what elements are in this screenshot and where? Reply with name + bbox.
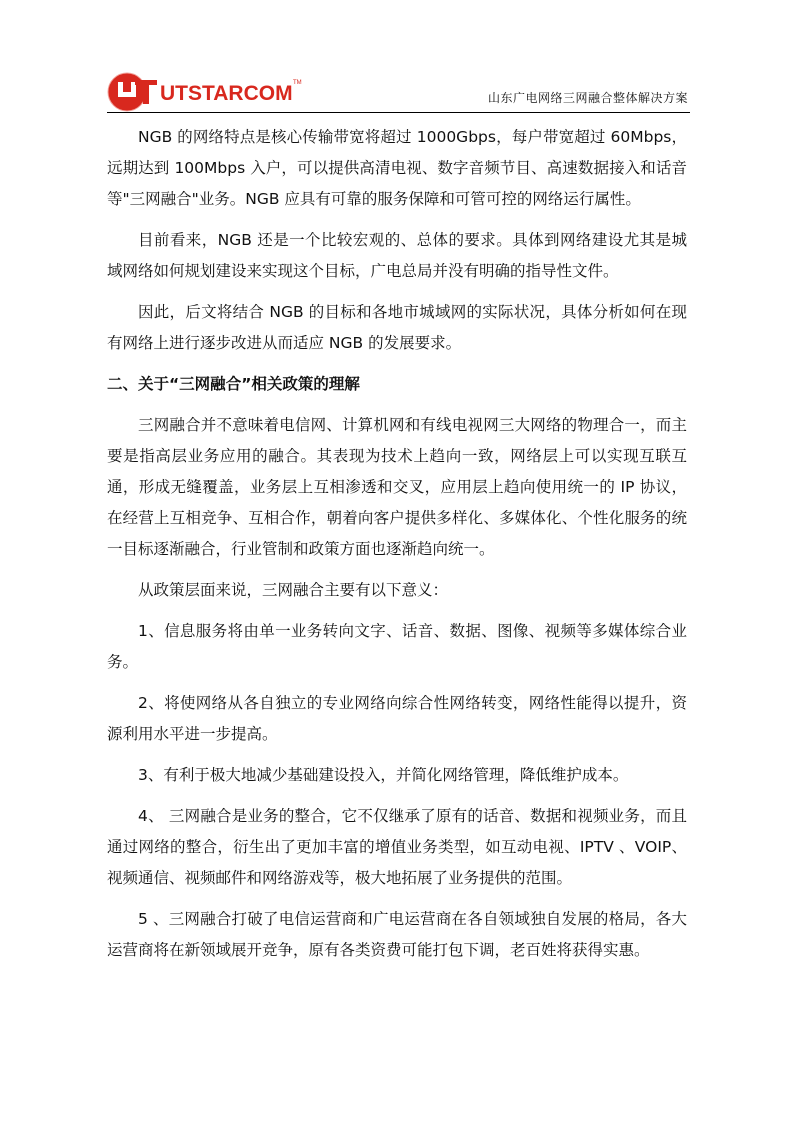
page-header [107, 68, 690, 113]
list-item-3: 3、有利于极大地减少基础建设投入，并简化网络管理，降低维护成本。 [138, 766, 629, 784]
utstarcom-logo-graphic [107, 72, 307, 112]
list-item-5: 5 、三网融合打破了电信运营商和广电运营商在各自领域独自发展的格局，各大运营商将在新领域展开竞争，原有各类资费可能打包下调，老百姓将获得实惠。 [107, 910, 687, 959]
list-item-1: 1、信息服务将由单一业务转向文字、话音、数据、图像、视频等多媒体综合业务。 [107, 622, 687, 671]
paragraph-ngb-features: NGB 的网络特点是核心传输带宽将超过 1000Gbps，每户带宽超过 60Mbps，远期达到 100Mbps 入户，可以提供高清电视、数字音频节目、高速数据接入和话音等"三网融合"业务。NGB 应具有可靠的服务保障和可管可控的网络运行属性。 [107, 128, 687, 208]
header-divider [107, 112, 690, 113]
paragraph-convergence-definition: 三网融合并不意味着电信网、计算机网和有线电视网三大网络的物理合一，而主要是指高层业务应用的融合。其表现为技术上趋向一致，网络层上可以实现互联互通，形成无缝覆盖，业务层上互相渗透和交叉，应用层上趋向使用统一的 IP 协议，在经营上互相竞争、互相合作，朝着向客户提供多样化、多媒体化、个性化服务的统一目标逐渐融合，行业管制和政策方面也逐渐趋向统一。 [107, 416, 687, 558]
list-item-4: 4、 三网融合是业务的整合，它不仅继承了原有的话音、数据和视频业务，而且通过网络的整合，衍生出了更加丰富的增值业务类型，如互动电视、IPTV 、VOIP、视频通信、视频邮件和网络游戏等，极大地拓展了业务提供的范围。 [107, 807, 687, 887]
section-heading: 二、关于“三网融合”相关政策的理解 [107, 375, 360, 393]
document-header-title: 山东广电网络三网融合整体解决方案 [487, 91, 688, 105]
paragraph-policy-intro: 从政策层面来说，三网融合主要有以下意义： [138, 581, 449, 599]
paragraph-ngb-requirement: 目前看来，NGB 还是一个比较宏观的、总体的要求。具体到网络建设尤其是城域网络如何规划建设来实现这个目标，广电总局并没有明确的指导性文件。 [107, 231, 687, 280]
utstarcom-logo [107, 72, 307, 112]
list-item-2: 2、将使网络从各自独立的专业网络向综合性网络转变，网络性能得以提升，资源利用水平进一步提高。 [107, 694, 687, 743]
logo-trademark: TM [293, 80, 302, 86]
paragraph-ngb-analysis: 因此，后文将结合 NGB 的目标和各地市城域网的实际状况，具体分析如何在现有网络上进行逐步改进从而适应 NGB 的发展要求。 [107, 303, 687, 352]
document-body [107, 122, 687, 976]
logo-wordmark: UTSTARCOM [160, 82, 293, 105]
